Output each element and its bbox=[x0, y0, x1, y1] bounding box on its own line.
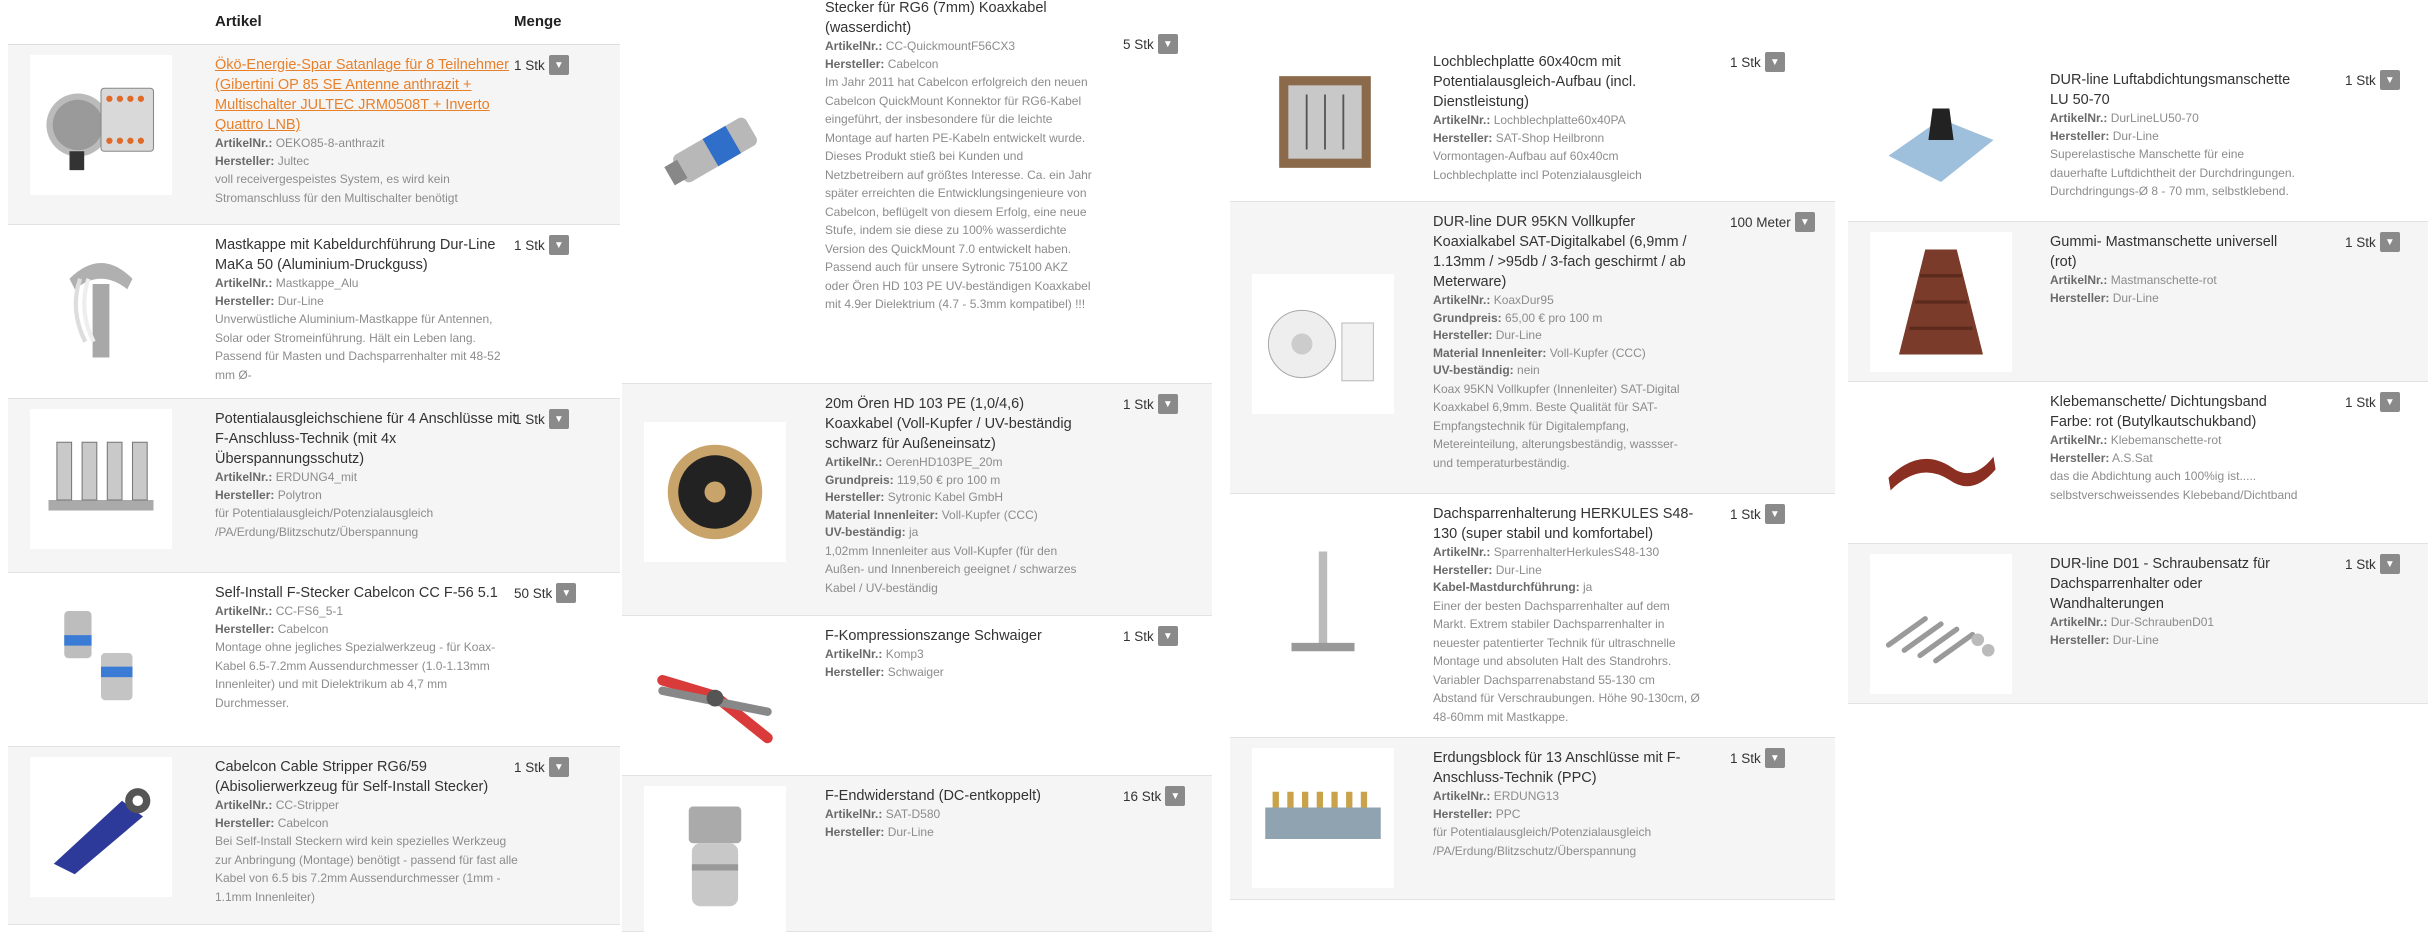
quantity-select[interactable]: 1 Stk ▼ bbox=[514, 55, 569, 75]
cable-stripper-icon[interactable] bbox=[30, 757, 172, 897]
coax-cable-icon[interactable] bbox=[1252, 274, 1394, 414]
cart-item bbox=[8, 45, 620, 225]
item-description: das die Abdichtung auch 100%ig ist..... selbstverschweissendes Klebeband/Dichtband bbox=[2050, 469, 2298, 502]
item-description: Superelastische Manschette für eine dauerhafte Luftdichtheit der Durchdringungen. Durchdringungs-Ø 8 - 70 mm, selbstklebend. bbox=[2050, 147, 2295, 198]
item-title: Gummi- Mastmanschette universell (rot) bbox=[2050, 234, 2278, 270]
cart-item: Klebemanschette/ Dichtungsband Farbe: rot (Butylkautschukband) ArtikelNr.: Klebemanschette-rot Hersteller: A.S.Sat das die Abdichtung auch 100%ig ist..... selbstverschweissendes Klebeband/Dichtband 1 Stk ▼ bbox=[1848, 382, 2428, 544]
item-title: Dachsparrenhalterung HERKULES S48-130 (super stabil und komfortabel) bbox=[1433, 506, 1694, 542]
quantity-select[interactable]: 1 Stk ▼ bbox=[2345, 554, 2400, 574]
quantity-select[interactable]: 1 Stk ▼ bbox=[1730, 504, 1785, 524]
quantity-select[interactable]: 100 Meter ▼ bbox=[1730, 212, 1815, 232]
quantity-select[interactable]: 16 Stk ▼ bbox=[1123, 786, 1185, 806]
chevron-down-icon[interactable]: ▼ bbox=[2380, 70, 2400, 90]
quantity-select[interactable]: 1 Stk ▼ bbox=[2345, 392, 2400, 412]
ground-block-13-icon[interactable] bbox=[1252, 748, 1394, 888]
item-title: F-Kompressionszange Schwaiger bbox=[825, 628, 1042, 644]
chevron-down-icon[interactable]: ▼ bbox=[1158, 626, 1178, 646]
item-description: für Potentialausgleich/Potenzialausgleich /PA/Erdung/Blitzschutz/Überspannung bbox=[1433, 825, 1652, 858]
table-header bbox=[8, 0, 620, 45]
cart-item: F-Kompressionszange Schwaiger ArtikelNr.: Komp3 Hersteller: Schwaiger 1 Stk ▼ bbox=[622, 616, 1212, 776]
cart-item: Erdungsblock für 13 Anschlüsse mit F-Anschluss-Technik (PPC) ArtikelNr.: ERDUNG13 Hersteller: PPC für Potentialausgleich/Potenzialausgleich /PA/Erdung/Blitzschutz/Überspannung 1 Stk ▼ bbox=[1230, 738, 1835, 900]
item-title: DUR-line Luftabdichtungsmanschette LU 50-70 bbox=[2050, 72, 2291, 108]
item-description: Koax 95KN Vollkupfer (Innenleiter) SAT-Digital Koaxkabel 6,9mm. Beste Qualität für SAT-Empfangstechnik für Digitalempfang, Metereinteilung, alterungsbeständig, wassser- und temperaturbeständig. bbox=[1433, 381, 1680, 470]
cart-item: Mastkappe mit Kabeldurchführung Dur-Line MaKa 50 (Aluminium-Druckguss) ArtikelNr.: Mastkappe_Alu Hersteller: Dur-Line Unverwüstliche Aluminium-Mastkappe für Antennen, Solar oder Stromeinführung. Hält ein Leben lang. Passend für Masten und Dachsparrenhalter mit 48-52 mm Ø- 1 Stk ▼ bbox=[8, 225, 620, 399]
item-description: Montage ohne jegliches Spezialwerkzeug - für Koax-Kabel 6.5-7.2mm Aussendurchmesser (1.0-1.13mm Innenleiter) und mit Dielektrikum ab 4,7 mm Durchmesser. bbox=[215, 640, 496, 710]
chevron-down-icon[interactable]: ▼ bbox=[1158, 34, 1178, 54]
item-title: 20m Ören HD 103 PE (1,0/4,6) Koaxkabel (Voll-Kupfer / UV-beständig schwarz für Außeneinsatz) bbox=[825, 396, 1072, 452]
cart-item: Cabelcon Cable Stripper RG6/59 (Abisolierwerkzeug für Self-Install Stecker) ArtikelNr.: CC-Stripper Hersteller: Cabelcon Bei Self-Install Steckern wird kein spezielles Werkzeug zur Anbringung (Montage) benötigt - passend für fast alle Kabel von 6.5 bis 7.2mm Aussendurchmesser (1mm - 1.1mm Innenleiter) 1 Stk ▼ bbox=[8, 747, 620, 925]
cart-column-2 bbox=[622, 0, 1212, 932]
cart-item: 20m Ören HD 103 PE (1,0/4,6) Koaxkabel (Voll-Kupfer / UV-beständig schwarz für Außeneinsatz) ArtikelNr.: OerenHD103PE_20m Grundpreis: 119,50 € pro 100 m Hersteller: Sytronic Kabel GmbH Material Innenleiter: Voll-Kupfer (CCC) UV-beständig: ja 1,02mm Innenleiter aus Voll-Kupfer (für den Außen- und Innenbereich geeignet / schwarzes Kabel / UV-beständig 1 Stk ▼ bbox=[622, 384, 1212, 616]
item-description: Einer der besten Dachsparrenhalter auf dem Markt. Extrem stabiler Dachsparrenhalter in neuester patentierter Technik für ultraschnelle Montage und absoluten Halt des Standrohrs. Variabler Dachsparrenabstand 55-130 cm Abstand für Verschraubungen. Höhe 90-130cm, Ø 48-60mm mit Mastkappe. bbox=[1433, 598, 1700, 724]
cart-item: DUR-line D01 - Schraubensatz für Dachsparrenhalter oder Wandhalterungen ArtikelNr.: Dur-SchraubenD01 Hersteller: Dur-Line 1 Stk ▼ bbox=[1848, 544, 2428, 704]
mounting-plate-icon[interactable] bbox=[1270, 52, 1380, 192]
item-title-link[interactable]: Ökö-Energie-Spar Satanlage für 8 Teilnehmer (Gibertini OP 85 SE Antenne anthrazit + Multischalter JULTEC JRM0508T + Inverto Quattro LNB) bbox=[215, 57, 509, 133]
quantity-select[interactable]: 1 Stk ▼ bbox=[1730, 748, 1785, 768]
terminator-icon[interactable] bbox=[644, 786, 786, 932]
cart-item: F-Endwiderstand (DC-entkoppelt) ArtikelNr.: SAT-D580 Hersteller: Dur-Line 16 Stk ▼ bbox=[622, 776, 1212, 932]
chevron-down-icon[interactable]: ▼ bbox=[2380, 232, 2400, 252]
quantity-select[interactable]: 1 Stk ▼ bbox=[514, 757, 569, 777]
header-artikel: Artikel bbox=[215, 13, 262, 30]
item-description: Dieses Produkt stieß bei Kunden und Netzbetreibern auf größtes Interesse. Ca. ein Jahr später erreichten die Entwicklungsingenieure von Cabelcon, beflügelt von diesem Erfolg, eine neue Stufe, indem sie diese zu 100% wasserdichte Version des QuickMount 7.0 entwickelt haben. bbox=[825, 149, 1092, 256]
item-title: Potentialausgleichschiene für 4 Anschlüsse mit F-Anschluss-Technik (mit 4x Überspannungsschutz) bbox=[215, 411, 517, 467]
item-description: für Potentialausgleich/Potenzialausgleich /PA/Erdung/Blitzschutz/Überspannung bbox=[215, 506, 434, 539]
chevron-down-icon[interactable]: ▼ bbox=[556, 583, 576, 603]
cable-reel-icon[interactable] bbox=[644, 422, 786, 562]
f-connector-icon[interactable] bbox=[30, 583, 172, 723]
item-title: DUR-line D01 - Schraubensatz für Dachsparrenhalter oder Wandhalterungen bbox=[2050, 556, 2271, 612]
quantity-select[interactable]: 1 Stk ▼ bbox=[1123, 394, 1178, 414]
chevron-down-icon[interactable]: ▼ bbox=[1165, 786, 1185, 806]
cart-item: DUR-line DUR 95KN Vollkupfer Koaxialkabel SAT-Digitalkabel (6,9mm / 1.13mm / >95db / 3-fach geschirmt / ab Meterware) ArtikelNr.: KoaxDur95 Grundpreis: 65,00 € pro 100 m Hersteller: Dur-Line Material Innenleiter: Voll-Kupfer (CCC) UV-beständig: nein Koax 95KN Vollkupfer (Innenleiter) SAT-Digital Koaxkabel 6,9mm. Beste Qualität für SAT-Empfangstechnik für Digitalempfang, Metereinteilung, alterungsbeständig, wassser- und temperaturbeständig. 100 Meter ▼ bbox=[1230, 202, 1835, 494]
chevron-down-icon[interactable]: ▼ bbox=[549, 55, 569, 75]
mast-cap-icon[interactable] bbox=[30, 235, 172, 375]
item-description: Im Jahr 2011 hat Cabelcon erfolgreich den neuen Cabelcon QuickMount Konnektor für RG6-Kabel eingeführt, der insbesondere für die leichte Montage auf harten PE-Kabeln entwickelt wurde. bbox=[825, 75, 1088, 145]
header-menge: Menge bbox=[514, 13, 562, 30]
item-description: Unverwüstliche Aluminium-Mastkappe für Antennen, Solar oder Stromeinführung. Hält ein Leben lang. Passend für Masten und Dachsparrenhalter mit 48-52 mm Ø- bbox=[215, 312, 501, 382]
rubber-cone-icon[interactable] bbox=[1870, 232, 2012, 372]
item-description: voll receivergespeistes System, es wird kein Stromanschluss für den Multischalter benötigt bbox=[215, 172, 458, 205]
chevron-down-icon[interactable]: ▼ bbox=[1765, 504, 1785, 524]
cart-item: Self-Install F-Stecker Cabelcon CC F-56 5.1 ArtikelNr.: CC-FS6_5-1 Hersteller: Cabelcon Montage ohne jegliches Spezialwerkzeug - für Koax-Kabel 6.5-7.2mm Aussendurchmesser (1.0-1.13mm Innenleiter) und mit Dielektrikum ab 4,7 mm Durchmesser. 50 Stk ▼ bbox=[8, 573, 620, 747]
quantity-select[interactable]: 1 Stk ▼ bbox=[514, 235, 569, 255]
chevron-down-icon[interactable]: ▼ bbox=[1765, 52, 1785, 72]
chevron-down-icon[interactable]: ▼ bbox=[549, 235, 569, 255]
chevron-down-icon[interactable]: ▼ bbox=[2380, 392, 2400, 412]
chevron-down-icon[interactable]: ▼ bbox=[2380, 554, 2400, 574]
item-title: Erdungsblock für 13 Anschlüsse mit F-Anschluss-Technik (PPC) bbox=[1433, 750, 1681, 786]
grounding-block-icon[interactable] bbox=[30, 409, 172, 549]
cart-item: DUR-line Luftabdichtungsmanschette LU 50-70 ArtikelNr.: DurLineLU50-70 Hersteller: Dur-Line Superelastische Manschette für eine dauerhafte Luftdichtheit der Durchdringungen. Durchdringungs-Ø 8 - 70 mm, selbstklebend. 1 Stk ▼ bbox=[1848, 60, 2428, 222]
cart-item: Dachsparrenhalterung HERKULES S48-130 (super stabil und komfortabel) ArtikelNr.: SparrenhalterHerkulesS48-130 Hersteller: Dur-Line Kabel-Mastdurchführung: ja Einer der besten Dachsparrenhalter auf dem Markt. Extrem stabiler Dachsparrenhalter in neuester patentierter Technik für ultraschnelle Montage und absoluten Halt des Standrohrs. Variabler Dachsparrenabstand 55-130 cm Abstand für Verschraubungen. Höhe 90-130cm, Ø 48-60mm mit Mastkappe. 1 Stk ▼ bbox=[1230, 494, 1835, 738]
chevron-down-icon[interactable]: ▼ bbox=[549, 757, 569, 777]
item-description: Passend auch für unsere Sytronic 75100 AKZ oder Ören HD 103 PE UV-beständigen Koaxkabel mit 4.9er Dielektrium (4.7 - 5.3mm kompatibel) !!! bbox=[825, 260, 1091, 311]
quantity-select[interactable]: 1 Stk ▼ bbox=[2345, 232, 2400, 252]
item-title: Lochblechplatte 60x40cm mit Potentialausgleich-Aufbau (incl. Dienstleistung) bbox=[1433, 54, 1637, 110]
item-info: Ökö-Energie-Spar Satanlage für 8 Teilnehmer (Gibertini OP 85 SE Antenne anthrazit + Multischalter JULTEC JRM0508T + Inverto Quattro LNB) ArtikelNr.: OEKO85-8-anthrazit Hersteller: Jultec voll receivergespeistes System, es wird kein Stromanschluss für den Multischalter benötigt bbox=[215, 55, 520, 207]
quantity-select[interactable]: 1 Stk ▼ bbox=[1730, 52, 1785, 72]
cart-item: Lochblechplatte 60x40cm mit Potentialausgleich-Aufbau (incl. Dienstleistung) ArtikelNr.: Lochblechplatte60x40PA Hersteller: SAT-Shop Heilbronn Vormontagen-Aufbau auf 60x40cm Lochblechplatte incl Potenzialausgleich 1 Stk ▼ bbox=[1230, 42, 1835, 202]
item-description: Bei Self-Install Steckern wird kein spezielles Werkzeug zur Anbringung (Montage) benötigt - passend für fast alle Kabel von 6.5 bis 7.2mm Aussendurchmesser (1mm - 1.1mm Innenleiter) bbox=[215, 834, 518, 904]
quantity-select[interactable]: 5 Stk ▼ bbox=[1123, 34, 1178, 54]
item-title: DUR-line DUR 95KN Vollkupfer Koaxialkabel SAT-Digitalkabel (6,9mm / 1.13mm / >95db / 3-fach geschirmt / ab Meterware) bbox=[1433, 214, 1687, 290]
cart-column-1 bbox=[8, 0, 620, 925]
crimp-tool-icon[interactable] bbox=[644, 626, 786, 766]
cart-column-4 bbox=[1848, 0, 2428, 704]
item-title: Cabelcon Cable Stripper RG6/59 (Abisolierwerkzeug für Self-Install Stecker) bbox=[215, 759, 489, 795]
quantity-select[interactable]: 1 Stk ▼ bbox=[514, 409, 569, 429]
item-title: Mastkappe mit Kabeldurchführung Dur-Line MaKa 50 (Aluminium-Druckguss) bbox=[215, 237, 496, 273]
chevron-down-icon[interactable]: ▼ bbox=[1795, 212, 1815, 232]
chevron-down-icon[interactable]: ▼ bbox=[549, 409, 569, 429]
quickmount-connector-icon[interactable] bbox=[644, 80, 786, 220]
satellite-dish-kit-icon[interactable] bbox=[30, 55, 172, 195]
chevron-down-icon[interactable]: ▼ bbox=[1158, 394, 1178, 414]
cart-item: Gummi- Mastmanschette universell (rot) ArtikelNr.: Mastmanschette-rot Hersteller: Dur-Line 1 Stk ▼ bbox=[1848, 222, 2428, 382]
chevron-down-icon[interactable]: ▼ bbox=[1765, 748, 1785, 768]
quantity-select[interactable]: 1 Stk ▼ bbox=[2345, 70, 2400, 90]
quantity-select[interactable]: 1 Stk ▼ bbox=[1123, 626, 1178, 646]
rafter-mount-icon[interactable] bbox=[1252, 534, 1394, 674]
sealing-tape-icon[interactable] bbox=[1870, 392, 2012, 532]
air-seal-sleeve-icon[interactable] bbox=[1870, 70, 2012, 210]
item-description: 1,02mm Innenleiter aus Voll-Kupfer (für den Außen- und Innenbereich geeignet / schwarzes Kabel / UV-beständig bbox=[825, 543, 1077, 595]
quantity-select[interactable]: 50 Stk ▼ bbox=[514, 583, 576, 603]
screw-set-icon[interactable] bbox=[1870, 554, 2012, 694]
item-title: Klebemanschette/ Dichtungsband Farbe: rot (Butylkautschukband) bbox=[2050, 394, 2267, 430]
item-title: Self-Install F-Stecker Cabelcon CC F-56 5.1 bbox=[215, 585, 498, 601]
cart-column-3 bbox=[1230, 0, 1835, 900]
item-title: Stecker für RG6 (7mm) Koaxkabel (wasserdicht) bbox=[825, 0, 1047, 36]
cart-item: Stecker für RG6 (7mm) Koaxkabel (wasserdicht) ArtikelNr.: CC-QuickmountF56CX3 Hersteller: Cabelcon Im Jahr 2011 hat Cabelcon erfolgreich den neuen Cabelcon QuickMount Konnektor für RG6-Kabel eingeführt, der insbesondere für die leichte Montage auf harten PE-Kabeln entwickelt wurde. Dieses Produkt stieß bei Kunden und Netzbetreibern auf größtes Interesse. Ca. ein Jahr später erreichten die Entwicklungsingenieure von Cabelcon, beflügelt von diesem Erfolg, eine neue Stufe, indem sie diese zu 100% wasserdichte Version des QuickMount 7.0 entwickelt haben. Passend auch für unsere Sytronic 75100 AKZ oder Ören HD 103 PE UV-beständigen Koaxkabel mit 4.9er Dielektrium (4.7 - 5.3mm kompatibel) !!! 5 Stk ▼ bbox=[622, 0, 1212, 384]
item-description: Vormontagen-Aufbau auf 60x40cm Lochblechplatte incl Potenzialausgleich bbox=[1433, 149, 1642, 182]
cart-item: Potentialausgleichschiene für 4 Anschlüsse mit F-Anschluss-Technik (mit 4x Überspannungsschutz) ArtikelNr.: ERDUNG4_mit Hersteller: Polytron für Potentialausgleich/Potenzialausgleich /PA/Erdung/Blitzschutz/Überspannung 1 Stk ▼ bbox=[8, 399, 620, 573]
item-title: F-Endwiderstand (DC-entkoppelt) bbox=[825, 788, 1041, 804]
